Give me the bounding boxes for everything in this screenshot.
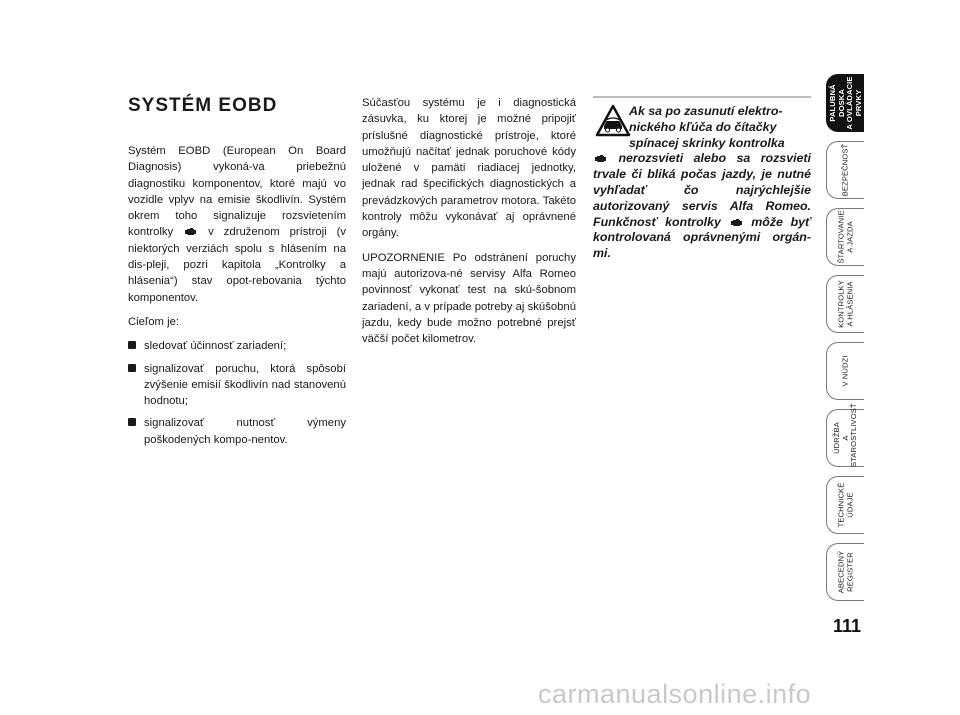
tab-palubna-doska[interactable]: [826, 74, 864, 132]
warning-line-2: nického kľúča do čítačky: [629, 119, 777, 134]
intro-paragraph: [128, 143, 346, 306]
tab-label: KONTROLKY A HLÁSENIA: [835, 280, 854, 328]
tab-startovanie[interactable]: [826, 208, 864, 266]
list-item: [128, 415, 346, 448]
tab-label: ŠTARTOVANIE A JAZDA: [835, 210, 854, 264]
tab-label: ÚDRŽBA A STAROSTLIVOSŤ: [831, 403, 858, 467]
warning-box: [593, 96, 811, 262]
tab-label: BEZPEČNOSŤ: [840, 143, 850, 197]
warning-text-part1: nerozsvieti alebo sa rozsvieti trvale či bliká počas jazdy, je nutné vyhľadať čo najrýchlejšie autorizovaný servis Alfa Romeo. Funkčnosť kontrolky: [593, 151, 811, 229]
bullet-square-icon: [128, 341, 136, 349]
list-item: [128, 361, 346, 410]
tab-kontrolky[interactable]: [826, 275, 864, 333]
engine-warning-icon: [730, 218, 743, 227]
diagnostic-paragraph: Súčasťou systému je i diagnostická zásuvka, ku ktorej je možné pripojiť príslušné diagnostické prístroje, ktoré umožňujú načítať jednak poruchové kódy uložené v pamäti riadiacej jednotky, jednak rad špecifických diagnostických a prevádzkových parametrov motora. Takéto kontroly môžu vykonávať aj oprávnené orgány.: [362, 97, 576, 240]
middle-column: [362, 95, 576, 355]
tab-technicke-udaje[interactable]: [826, 476, 864, 534]
warning-line-3: spínacej skrinky kontrolka: [629, 135, 785, 150]
chapter-tabs: [826, 74, 866, 605]
warning-line-1: Ak sa po zasunutí elektro-: [629, 104, 783, 118]
left-column: [128, 95, 346, 454]
tab-bezpecnost[interactable]: [826, 141, 864, 199]
page-number: 111: [832, 616, 862, 636]
list-item-text: signalizovať poruchu, ktorá spôsobí zvýšenie emisií škodlivín nad stanovenú hodnotu;: [144, 362, 346, 408]
intro-text-part2: v združenom prístroji (v niektorých verziách spolu s hlásením na dis-pleji, pozri kapitola „Kontrolky a hlásenia“) stav opot-rebovania týchto komponentov.: [128, 226, 347, 304]
warning-text-part2: môže byť kontrolovaná oprávnenými orgán-mi.: [593, 214, 811, 261]
watermark: carmanualsonline.info: [538, 679, 812, 709]
notice-paragraph: UPOZORNENIE Po odstránení poruchy majú autorizova-né servisy Alfa Romeo povinnosť vykonať test na skú-šobnom zariadení, a v prípade potreby aj skúšobnú jazdu, kedy bude možno potrebné prejsť väčší počet kilometrov.: [362, 251, 576, 346]
tab-v-nudzi[interactable]: [826, 342, 864, 400]
goal-label: Cieľom je:: [128, 315, 180, 328]
engine-warning-icon: [594, 154, 607, 163]
list-item-text: signalizovať nutnosť výmeny poškodených kompo-nentov.: [144, 417, 346, 446]
tab-label: TECHNICKÉ ÚDAJE: [835, 482, 854, 528]
list-item-text: sledovať účinnosť zariadení;: [144, 340, 287, 353]
tab-label: V NÚDZI: [840, 355, 850, 387]
car-warning-icon: [595, 104, 631, 138]
tab-label: ABECEDNÝ REGISTER: [835, 550, 854, 594]
engine-warning-icon: [184, 227, 197, 236]
tab-udrzba[interactable]: [826, 403, 864, 467]
intro-text-part1: Systém EOBD (European On Board Diagnosis) vykoná-va priebežnú diagnostiku komponentov, ktoré majú vo vozidle vplyv na emisie škodlivín. Systém okrem toho signalizuje rozsvietením kontrolky: [128, 145, 346, 239]
tab-abecedny-register[interactable]: [826, 543, 864, 601]
list-item: [128, 338, 346, 354]
tab-label: PALUBNÁ DOSKA A OVLÁDACIE PRVKY: [827, 76, 863, 130]
section-title: SYSTÉM EOBD: [128, 95, 278, 116]
bullet-square-icon: [128, 418, 136, 426]
bullet-square-icon: [128, 364, 136, 372]
